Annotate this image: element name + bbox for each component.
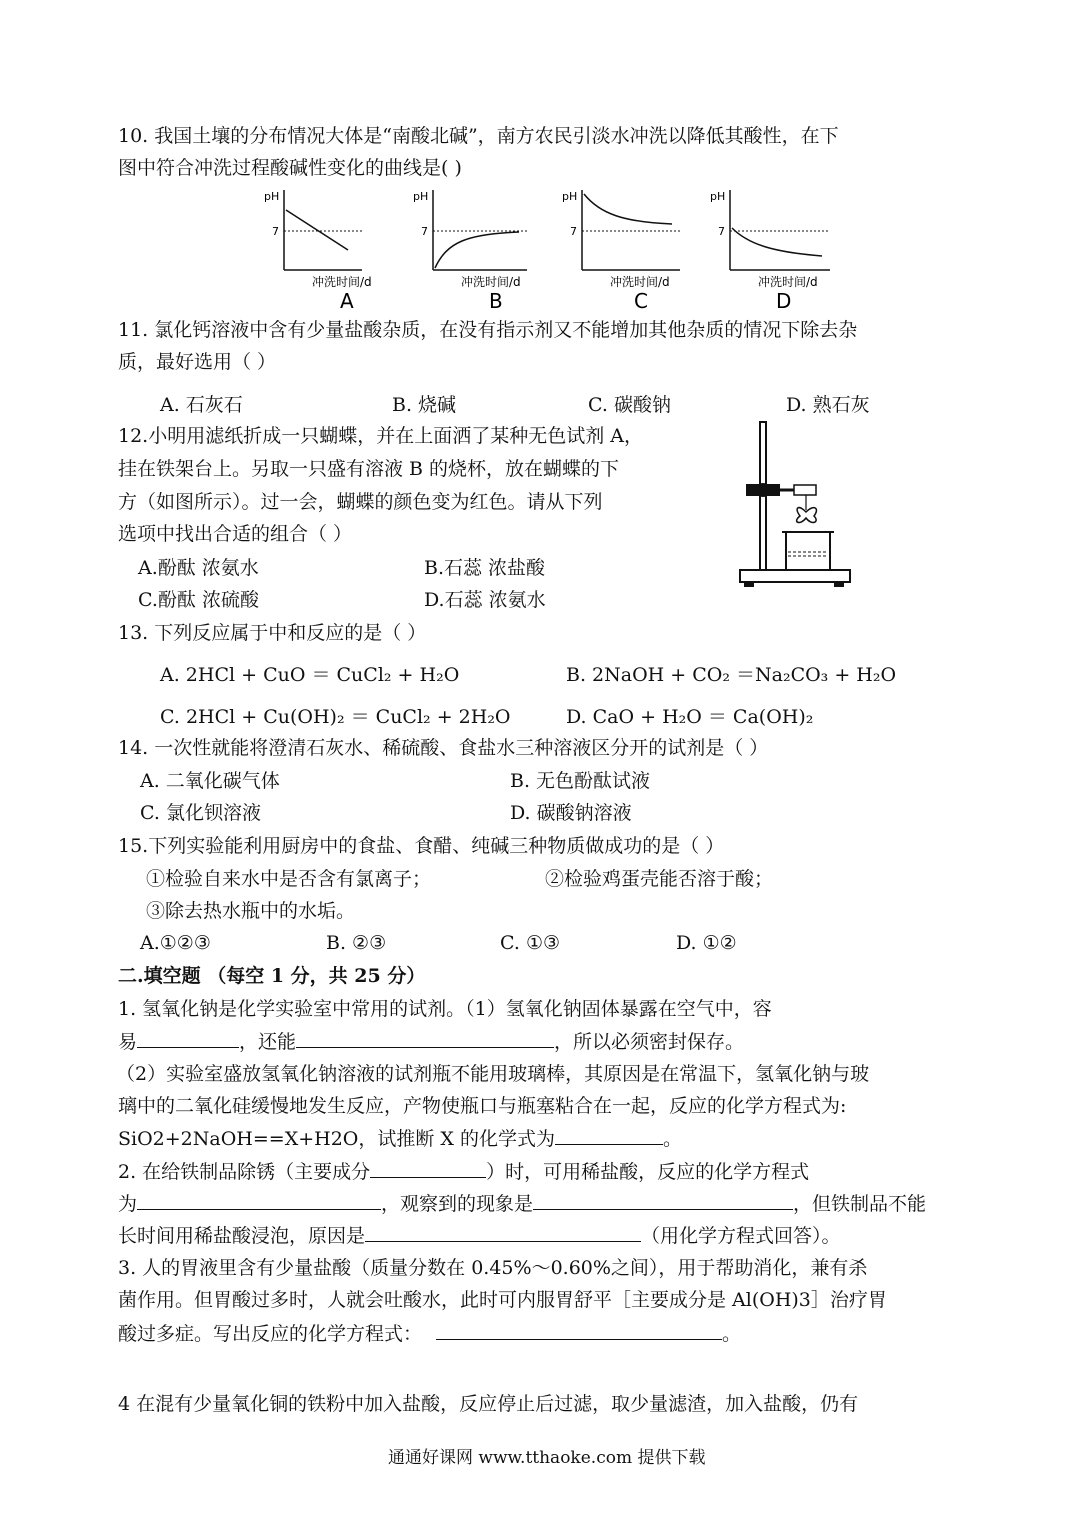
graph-c-letter: C [634, 289, 648, 313]
graph-d-xlabel: 冲洗时间/d [758, 275, 818, 289]
f3-line1: 3. 人的胃液里含有少量盐酸（质量分数在 0.45%～0.60%之间），用于帮助消化，兼有杀 [118, 1257, 868, 1279]
q14-stem: 14. 一次性就能将澄清石灰水、稀硫酸、食盐水三种溶液区分开的试剂是（ ） [118, 737, 769, 759]
f1-blank-3[interactable] [555, 1126, 663, 1145]
graph-d-curve [732, 228, 822, 256]
graph-a-curve [286, 210, 348, 250]
q12-option-c: C.酚酞 浓硫酸 [138, 589, 259, 611]
f1-line2-mid: ，还能 [239, 1031, 297, 1053]
f4-line1: 4 在混有少量氧化铜的铁粉中加入盐酸，反应停止后过滤，取少量滤渣，加入盐酸，仍有 [118, 1393, 859, 1415]
graph-a-seven: 7 [272, 225, 279, 238]
f2-blank-4[interactable] [365, 1223, 641, 1242]
f3-line2: 菌作用。但胃酸过多时，人就会吐酸水，此时可内服胃舒平［主要成分是 Al(OH)3］治疗胃 [118, 1289, 887, 1311]
graph-c-xlabel: 冲洗时间/d [610, 275, 670, 289]
q14-option-a: A. 二氧化碳气体 [140, 770, 280, 792]
q11-option-b: B. 烧碱 [392, 394, 457, 416]
graph-b-curve [435, 232, 519, 268]
q15-option-a: A.①②③ [140, 932, 211, 954]
f2-line2-prefix: 为 [118, 1193, 138, 1215]
q14-option-d: D. 碳酸钠溶液 [510, 802, 632, 824]
graph-b-xlabel: 冲洗时间/d [461, 275, 521, 289]
f2-line3 [118, 1223, 841, 1248]
page-footer: 通通好课网 www.tthaoke.com 提供下载 [388, 1448, 706, 1468]
f2-line1-prefix: 2. 在给铁制品除锈（主要成分 [118, 1161, 371, 1183]
f1-line2 [118, 1029, 744, 1054]
q14-option-c: C. 氯化钡溶液 [140, 802, 261, 824]
f1-line4: 璃中的二氧化硅缓慢地发生反应，产物使瓶口与瓶塞粘合在一起，反应的化学方程式为: [118, 1095, 847, 1117]
f2-line3-suffix: （用化学方程式回答）。 [641, 1225, 841, 1247]
graph-b-seven: 7 [421, 225, 428, 238]
stand-base [740, 570, 850, 582]
iron-stand-illustration [730, 418, 855, 590]
q15-option-b: B. ②③ [326, 932, 387, 954]
graph-a-ylabel: pH [264, 190, 280, 203]
q11-line2: 质，最好选用（ ） [118, 351, 277, 373]
f2-blank-2[interactable] [137, 1191, 381, 1210]
q13-option-c: C. 2HCl + Cu(OH)₂ ＝ CuCl₂ + 2H₂O [160, 706, 511, 728]
graph-d [710, 190, 830, 313]
f1-blank-2[interactable] [296, 1029, 554, 1048]
q12-line2: 挂在铁架台上。另取一只盛有溶液 B 的烧杯，放在蝴蝶的下 [118, 458, 620, 480]
graph-d-seven: 7 [718, 225, 725, 238]
f2-line2 [118, 1191, 926, 1216]
f2-line2-mid: ，观察到的现象是 [381, 1193, 534, 1215]
q10-line2: 图中符合冲洗过程酸碱性变化的曲线是( ) [118, 157, 462, 179]
f1-line5 [118, 1126, 682, 1151]
q13-stem: 13. 下列反应属于中和反应的是（ ） [118, 622, 427, 644]
q15-option-d: D. ①② [676, 932, 737, 954]
graph-c-ylabel: pH [562, 190, 578, 203]
q12-option-d: D.石蕊 浓氨水 [424, 589, 546, 611]
graph-d-letter: D [776, 289, 792, 313]
q15-item2: ②检验鸡蛋壳能否溶于酸； [545, 868, 774, 890]
graph-a [264, 190, 372, 313]
f1-line1: 1. 氢氧化钠是化学实验室中常用的试剂。（1）氢氧化钠固体暴露在空气中，容 [118, 998, 772, 1020]
q12-option-a: A.酚酞 浓氨水 [138, 557, 259, 579]
q10-line1: 10. 我国土壤的分布情况大体是“南酸北碱”，南方农民引淡水冲洗以降低其酸性，在下 [118, 125, 839, 147]
f2-line2-suffix: ，但铁制品不能 [793, 1193, 927, 1215]
f3-line3 [118, 1321, 741, 1346]
f1-line5-suffix: 。 [663, 1128, 683, 1150]
q15-item1: ①检验自来水中是否含有氯离子； [146, 868, 432, 890]
f2-line1 [118, 1159, 809, 1184]
f1-line2-prefix: 易 [118, 1031, 138, 1053]
graph-c-seven: 7 [570, 225, 577, 238]
q15-stem: 15.下列实验能利用厨房中的食盐、食醋、纯碱三种物质做成功的是（ ） [118, 835, 725, 857]
graph-a-xlabel: 冲洗时间/d [312, 275, 372, 289]
f3-line3-suffix: 。 [722, 1323, 742, 1345]
q13-option-b: B. 2NaOH + CO₂ ＝Na₂CO₃ + H₂O [566, 664, 897, 686]
graph-a-letter: A [340, 289, 354, 313]
q13-option-d: D. CaO + H₂O ＝ Ca(OH)₂ [566, 706, 814, 728]
q12-line4: 选项中找出合适的组合（ ） [118, 523, 353, 545]
graph-c [562, 190, 680, 313]
q11-option-a: A. 石灰石 [160, 394, 243, 416]
f1-line5-prefix: SiO2+2NaOH==X+H2O，试推断 X 的化学式为 [118, 1128, 555, 1150]
q15-option-c: C. ①③ [500, 932, 561, 954]
q11-option-d: D. 熟石灰 [786, 394, 870, 416]
f3-blank-1[interactable] [436, 1321, 722, 1340]
f3-line3-prefix: 酸过多症。写出反应的化学方程式： [118, 1323, 423, 1345]
f2-line3-prefix: 长时间用稀盐酸浸泡，原因是 [118, 1225, 366, 1247]
q12-line3: 方（如图所示）。过一会，蝴蝶的颜色变为红色。请从下列 [118, 491, 603, 513]
q15-item3: ③除去热水瓶中的水垢。 [146, 900, 356, 922]
q14-option-b: B. 无色酚酞试液 [510, 770, 651, 792]
q11-line1: 11. 氯化钙溶液中含有少量盐酸杂质，在没有指示剂又不能增加其他杂质的情况下除去杂 [118, 319, 858, 341]
graph-b-letter: B [489, 289, 503, 313]
q12-line1: 12.小明用滤纸折成一只蝴蝶，并在上面洒了某种无色试剂 A， [118, 425, 643, 447]
graph-d-ylabel: pH [710, 190, 726, 203]
f1-line2-suffix: ，所以必须密封保存。 [554, 1031, 745, 1053]
f1-blank-1[interactable] [137, 1029, 239, 1048]
q12-option-b: B.石蕊 浓盐酸 [424, 557, 546, 579]
q11-option-c: C. 碳酸钠 [588, 394, 671, 416]
section2-title: 二.填空题 （每空 1 分，共 25 分） [118, 965, 426, 987]
f2-blank-1[interactable] [370, 1159, 486, 1178]
beaker [786, 532, 830, 570]
f2-blank-3[interactable] [533, 1191, 793, 1210]
f2-line1-suffix: ）时，可用稀盐酸，反应的化学方程式 [486, 1161, 810, 1183]
f1-line3: （2）实验室盛放氢氧化钠溶液的试剂瓶不能用玻璃棒，其原因是在常温下，氢氧化钠与玻 [116, 1063, 870, 1085]
graph-b [413, 190, 527, 313]
q13-option-a: A. 2HCl + CuO ＝ CuCl₂ + H₂O [160, 664, 460, 686]
q10-graphs [250, 180, 850, 315]
graph-c-curve [584, 194, 672, 224]
graph-b-ylabel: pH [413, 190, 429, 203]
